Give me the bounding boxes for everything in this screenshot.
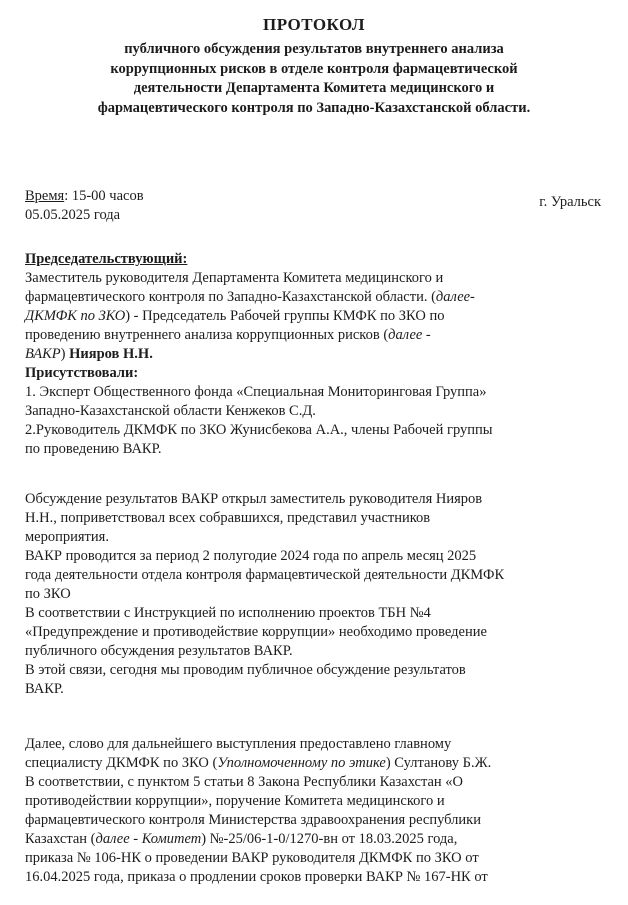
subtitle-line: деятельности Департамента Комитета медицинского и [133,80,495,96]
body-line: ВАКР проводится за период 2 полугодие 2024 года по апрель месяц 2025 [25,548,477,564]
meeting-date: 05.05.2025 года [25,207,121,223]
time-value: : 15-00 часов [64,188,144,204]
chair-line: Заместитель руководителя Департамента Комитета медицинского и [25,270,444,286]
body-line: по ЗКО [25,586,71,602]
present-line: 2.Руководитель ДКМФК по ЗКО Жунисбекова А.А., члены Рабочей группы [25,422,493,438]
body-line: В этой связи, сегодня мы проводим публичное обсуждение результатов [25,662,466,678]
meeting-city: г. Уральск [539,194,601,210]
body-line: Н.Н., поприветствовал всех собравшихся, представил участников [25,510,431,526]
chair-line: ВАКР) Нияров Н.Н. [25,346,153,362]
present-heading: Присутствовали: [25,365,139,381]
meeting-time-date [25,187,144,225]
chair-name: Нияров Н.Н. [69,346,153,362]
body-line: противодействии коррупции», поручение Комитета медицинского и [25,793,445,809]
present-line: 1. Эксперт Общественного фонда «Специальная Мониторинговая Группа» [25,384,487,400]
body-line: специалисту ДКМФК по ЗКО (Уполномоченному по этике) Султанову Б.Ж. [25,755,492,771]
time-label: Время [25,188,65,204]
subtitle-line: фармацевтического контроля по Западно-Казахстанской области. [97,99,531,116]
document-header [20,14,608,118]
body-line: года деятельности отдела контроля фармацевтической деятельности ДКМФК [25,567,505,583]
body-line: публичного обсуждения результатов ВАКР. [25,643,293,659]
body-line: В соответствии с Инструкцией по исполнению проектов ТБН №4 [25,605,431,621]
body-line: мероприятия. [25,529,109,545]
present-line: по проведению ВАКР. [25,441,162,457]
body-line: В соответствии, с пунктом 5 статьи 8 Закона Республики Казахстан «О [25,774,464,790]
speaker-section [25,735,605,887]
discussion-section [25,490,605,699]
body-line: Обсуждение результатов ВАКР открыл заместитель руководителя Нияров [25,491,483,507]
body-line: ВАКР. [25,681,64,697]
chair-line: проведению внутреннего анализа коррупционных рисков (далее - [25,327,431,343]
subtitle-line: публичного обсуждения результатов внутреннего анализа [124,41,504,57]
body-line: «Предупреждение и противодействие коррупции» необходимо проведение [25,624,487,640]
body-line: Далее, слово для дальнейшего выступления предоставлено главному [25,736,452,752]
body-line: фармацевтического контроля Министерства здравоохранения республики [25,812,481,828]
body-line: приказа № 106-НК о проведении ВАКР руководителя ДКМФК по ЗКО от [25,850,479,866]
document-subtitle [20,40,608,118]
body-line: Казахстан (далее - Комитет) №-25/06-1-0/1270-вн от 18.03.2025 года, [25,831,458,847]
chair-heading: Председательствующий: [25,251,188,267]
body-line: 16.04.2025 года, приказа о продлении сроков проверки ВАКР № 167-НК от [25,869,488,885]
chair-line: ДКМФК по ЗКО) - Председатель Рабочей группы КМФК по ЗКО по [25,308,445,324]
chair-section [25,250,605,459]
present-line: Западно-Казахстанской области Кенжеков С.Д. [25,403,316,419]
chair-line: фармацевтического контроля по Западно-Казахстанской области. (далее- [25,289,475,305]
document-title: ПРОТОКОЛ [262,15,365,34]
subtitle-line: коррупционных рисков в отделе контроля фармацевтической [110,60,518,77]
